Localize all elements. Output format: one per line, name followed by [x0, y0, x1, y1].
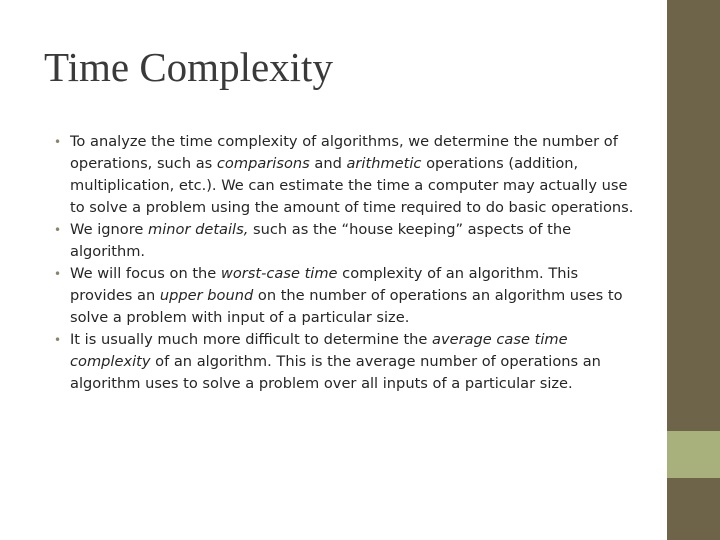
text-run: We ignore [70, 221, 148, 238]
emphasis-text: minor details, [148, 221, 249, 238]
bullet-marker-icon: • [54, 223, 62, 237]
text-run: on the number of operations an algorithm uses to solve a problem with input of a particular size. [70, 287, 623, 326]
accent-bar-top [667, 0, 720, 431]
emphasis-text: arithmetic [346, 155, 422, 172]
bullet-item [52, 329, 637, 395]
bullet-marker-icon: • [54, 333, 62, 347]
accent-bar-middle [667, 431, 720, 478]
bullet-marker-icon: • [54, 135, 62, 149]
bullet-text [70, 263, 637, 329]
text-run: of an algorithm. This is the average number of operations an algorithm uses to solve a problem over all inputs of a particular size. [70, 353, 601, 392]
bullet-item [52, 263, 637, 329]
text-run: such as the “house keeping” aspects of the algorithm. [70, 221, 572, 260]
slide-title: Time Complexity [44, 44, 333, 90]
bullet-text [70, 219, 637, 263]
accent-bar-bottom [667, 478, 720, 540]
bullet-text [70, 131, 637, 219]
bullet-text [70, 329, 637, 395]
emphasis-text: upper bound [159, 287, 254, 304]
text-run: operations (addition, multiplication, etc.). We can estimate the time a computer may actually use to solve a problem using the amount of time required to do basic operations. [70, 155, 634, 216]
emphasis-text: worst-case time [220, 265, 338, 282]
bullet-marker-icon: • [54, 267, 62, 281]
text-run: It is usually much more difficult to determine the [70, 331, 433, 348]
bullet-list [52, 131, 637, 395]
text-run: and [309, 155, 347, 172]
emphasis-text: comparisons [216, 155, 310, 172]
text-run: complexity of an algorithm. This provides an [70, 265, 579, 304]
text-run: To analyze the time complexity of algorithms, we determine the number of operations, such as [70, 133, 618, 172]
bullet-item [52, 131, 637, 219]
emphasis-text: average case time complexity [70, 331, 568, 370]
bullet-item [52, 219, 637, 263]
text-run: We will focus on the [70, 265, 221, 282]
